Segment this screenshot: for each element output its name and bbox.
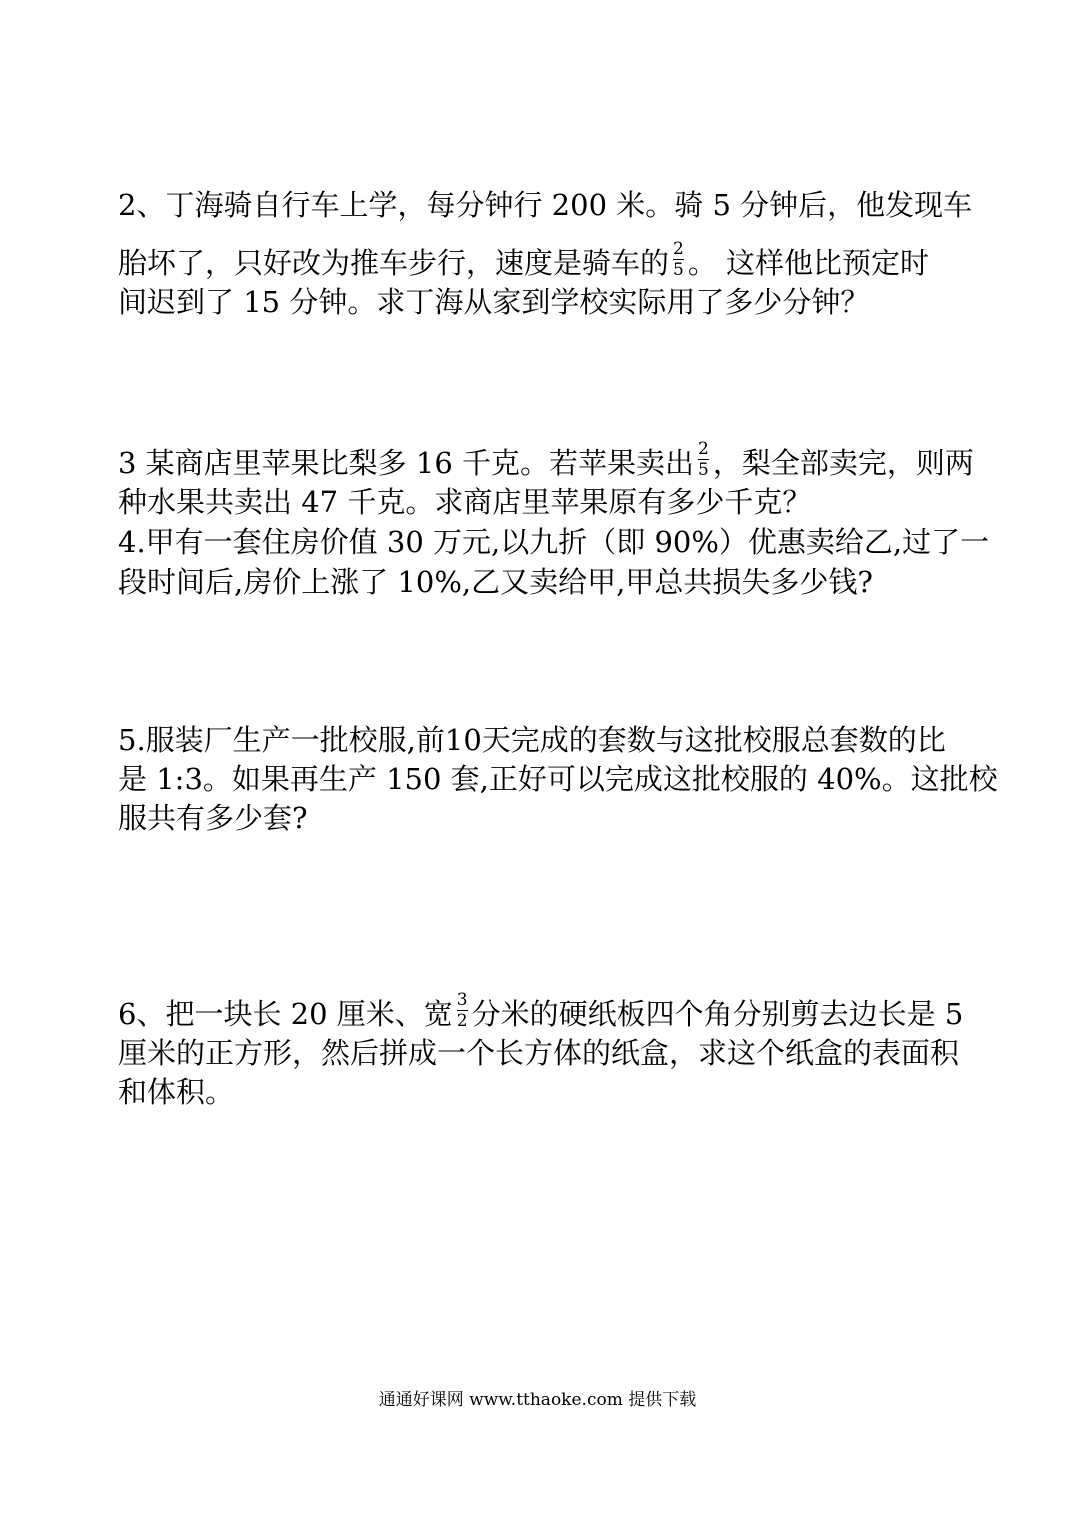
page-footer: 通通好课网 www.tthaoke.com 提供下载	[378, 1390, 697, 1410]
problem-3-fraction-numerator: 2	[698, 438, 709, 459]
problem-2-fraction-denominator: 5	[673, 259, 684, 280]
problem-2-line-2-text-a: 胎坏了，只好改为推车步行，速度是骑车的	[118, 246, 670, 280]
problem-5-line-1: 5.服装厂生产一批校服,前10天完成的套数与这批校服总套数的比	[118, 723, 946, 757]
problem-2-line-1: 2、丁海骑自行车上学，每分钟行 200 米。骑 5 分钟后，他发现车	[118, 188, 973, 222]
problem-6-line-2: 厘米的正方形，然后拼成一个长方体的纸盒，求这个纸盒的表面积	[118, 1036, 960, 1070]
problem-2-line-3: 间迟到了 15 分钟。求丁海从家到学校实际用了多少分钟？	[118, 285, 870, 319]
problem-4-line-1: 4.甲有一套住房价值 30 万元,以九折（即 90%）优惠卖给乙,过了一	[118, 525, 990, 559]
problem-6-line-1-text-b: 分米的硬纸板四个角分别剪去边长是 5	[471, 997, 964, 1031]
problem-4-line-2: 段时间后,房价上涨了 10%,乙又卖给甲,甲总共损失多少钱?	[118, 565, 873, 599]
problem-5-line-2: 是 1:3。如果再生产 150 套,正好可以完成这批校服的 40%。这批校	[118, 762, 998, 796]
problem-3-line-1-text-b: ，梨全部卖完，则两	[712, 446, 974, 480]
problem-2-fraction	[673, 238, 684, 280]
problem-3-fraction	[698, 438, 709, 480]
problem-3-line-1	[118, 438, 974, 484]
problem-2-line-2-text-b: 。 这样他比预定时	[687, 246, 930, 280]
problem-2-line-2	[118, 238, 958, 284]
problem-6-fraction	[456, 989, 468, 1031]
problem-3-fraction-denominator: 5	[698, 459, 709, 480]
problem-3-line-2: 种水果共卖出 47 千克。求商店里苹果原有多少千克？	[118, 485, 812, 519]
problem-5-line-3: 服共有多少套?	[118, 801, 308, 835]
problem-6-fraction-numerator: 3	[456, 989, 468, 1010]
problem-6-fraction-denominator: 2	[456, 1010, 468, 1031]
problem-6-line-3: 和体积。	[118, 1075, 235, 1109]
problem-6-line-1	[118, 989, 964, 1035]
problem-3-line-1-text-a: 3 某商店里苹果比梨多 16 千克。若苹果卖出	[118, 446, 695, 480]
problem-2-fraction-numerator: 2	[673, 238, 684, 259]
problem-6-line-1-text-a: 6、把一块长 20 厘米、宽	[118, 997, 453, 1031]
